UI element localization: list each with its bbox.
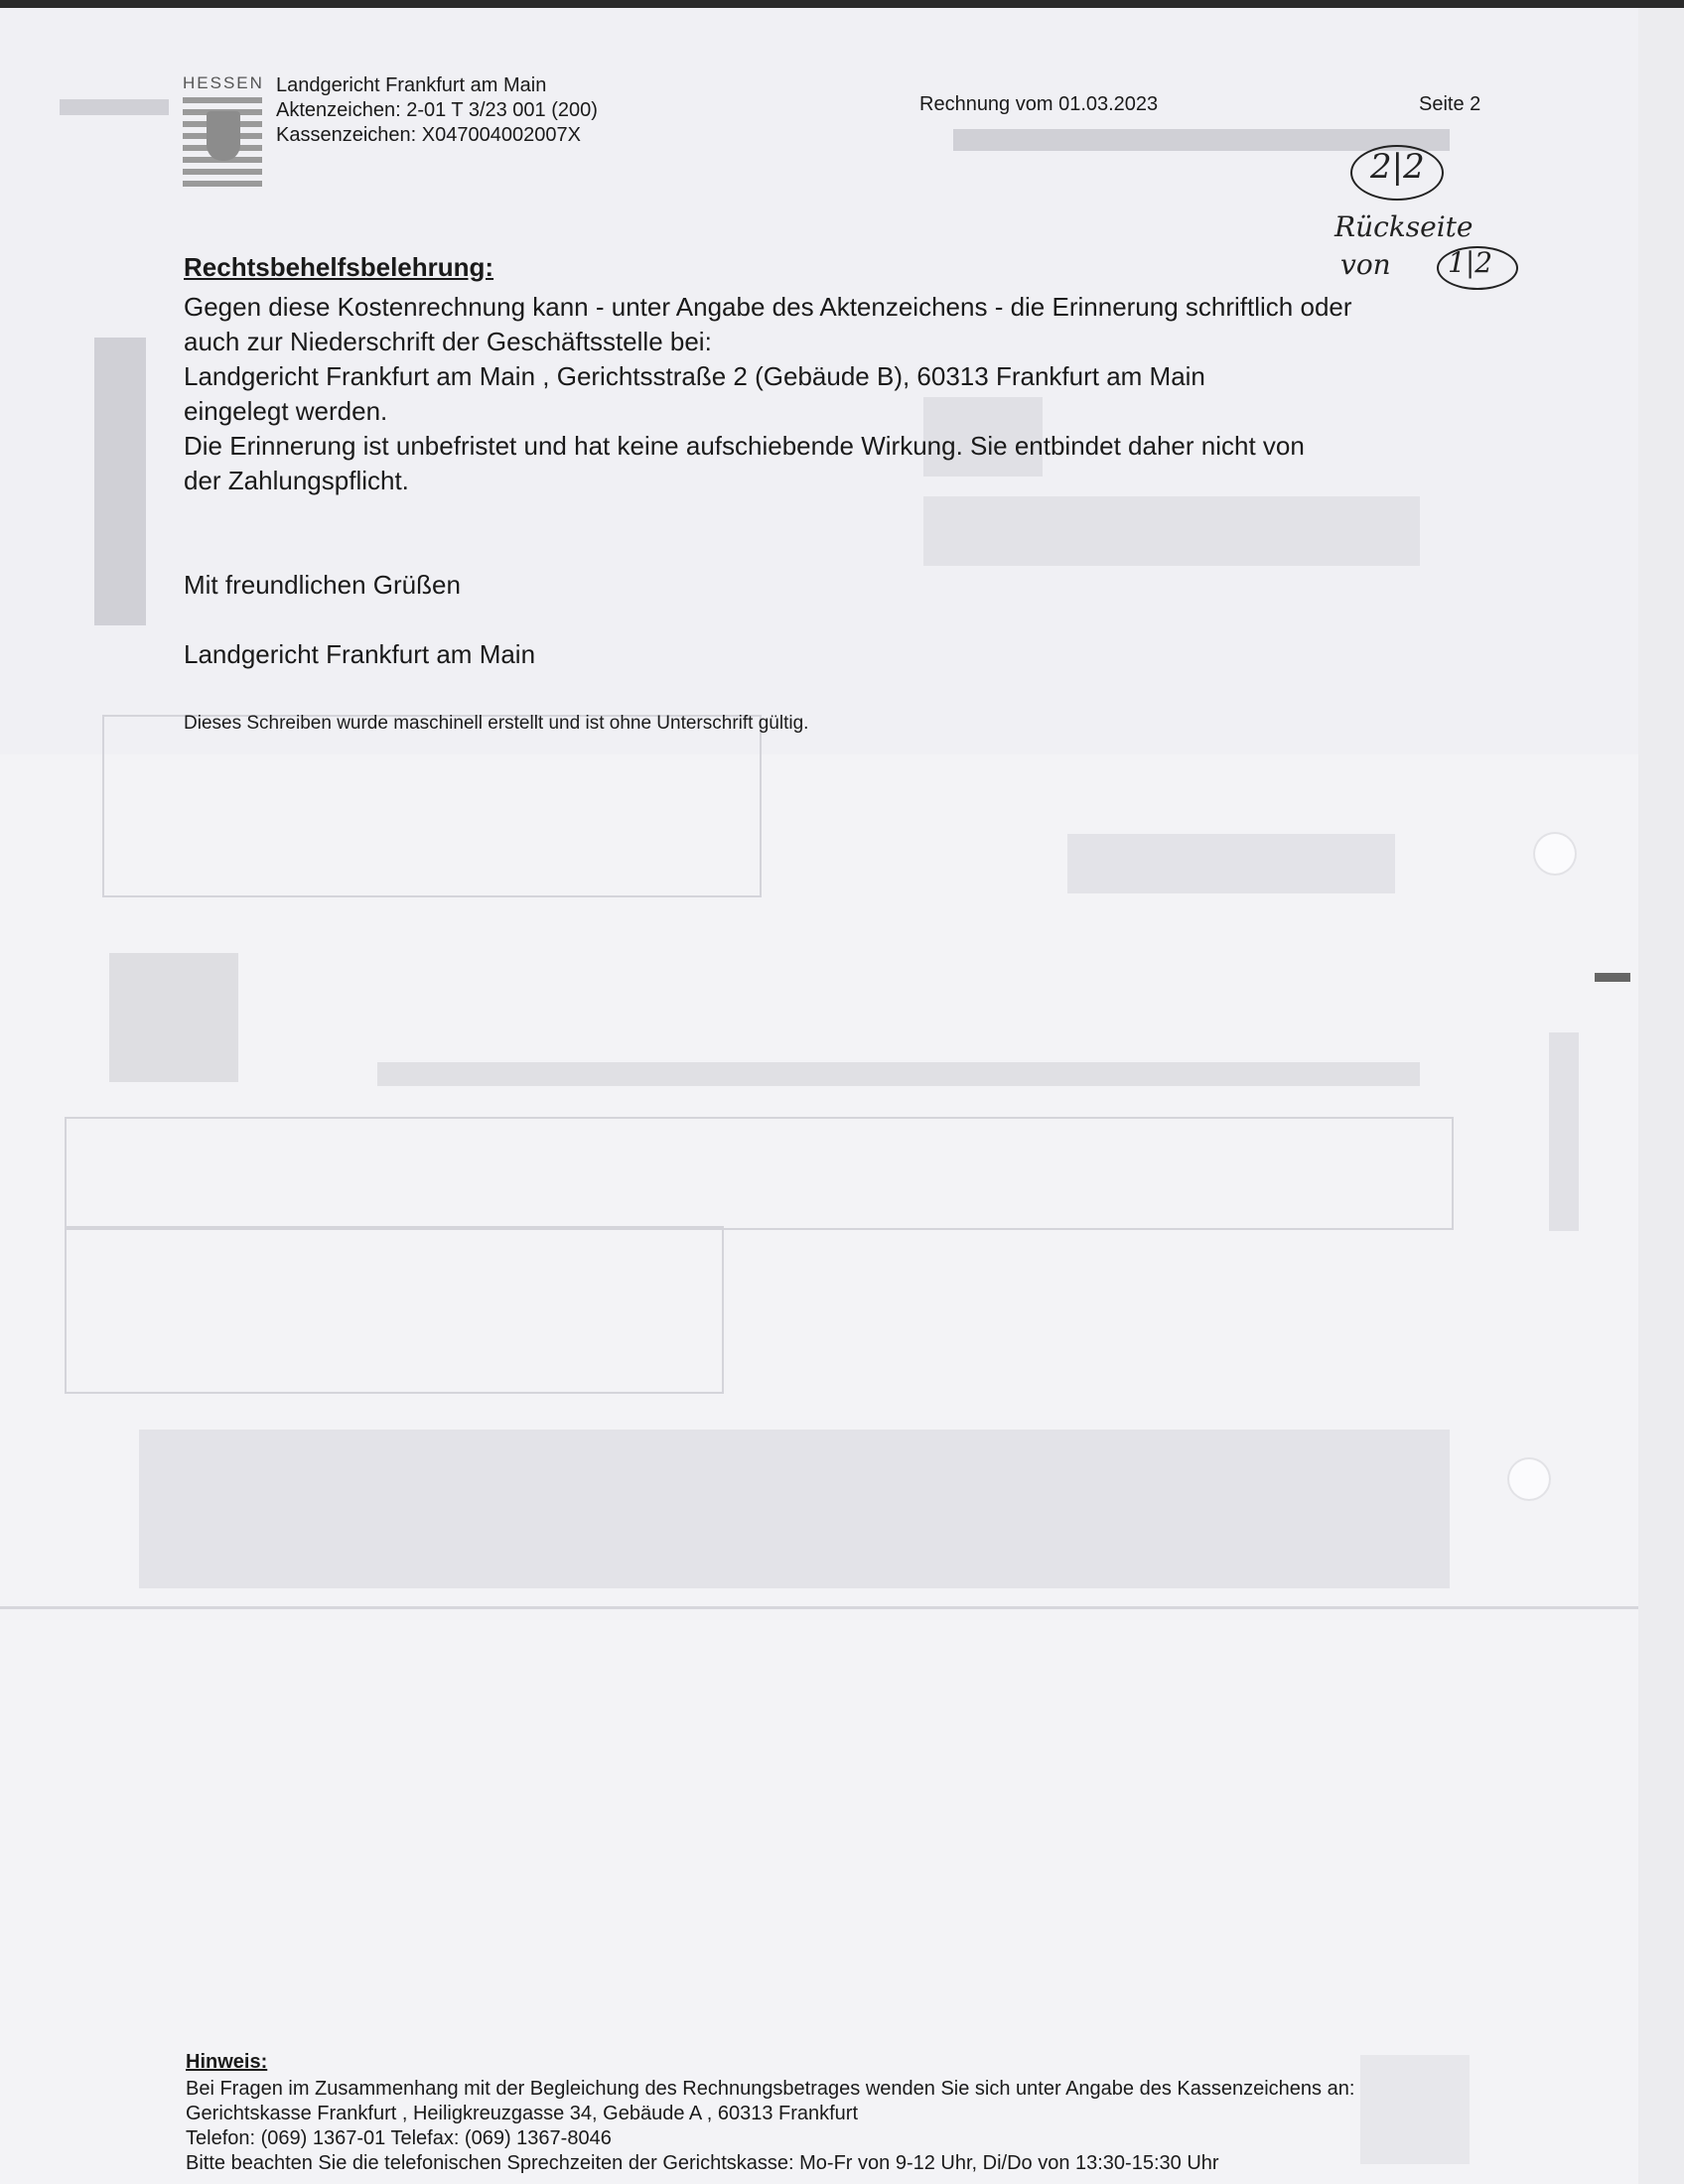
- invoice-date: Rechnung vom 01.03.2023: [919, 93, 1159, 115]
- legal-remedy-line: Gegen diese Kostenrechnung kann - unter Angabe des Aktenzeichens - die Erinnerung schriftlich oder: [184, 292, 1352, 322]
- notice-line: Bei Fragen im Zusammenhang mit der Begleichung des Rechnungsbetrages wenden Sie sich unter Angabe des Kassenzeichens an:: [186, 2078, 1355, 2100]
- logo-stripes: [183, 97, 262, 195]
- hessen-logo: [183, 73, 262, 195]
- legal-remedy-line: der Zahlungspflicht.: [184, 466, 409, 495]
- legal-remedy-heading: Rechtsbehelfsbelehrung:: [184, 252, 494, 282]
- notice-line: Telefon: (069) 1367-01 Telefax: (069) 1367-8046: [186, 2127, 612, 2149]
- notice-line: Bitte beachten Sie die telefonischen Sprechzeiten der Gerichtskasse: Mo-Fr von 9-12 Uhr, Di/Do von 13:30-15:30 Uhr: [186, 2152, 1219, 2174]
- bleed-through-mark: [1360, 2055, 1470, 2164]
- bleed-through-mark: [1067, 834, 1395, 893]
- scan-edge: [1638, 0, 1684, 2184]
- page-number: Seite 2: [1419, 93, 1481, 115]
- signature-court: Landgericht Frankfurt am Main: [184, 639, 536, 669]
- notice-heading: Hinweis:: [186, 2051, 268, 2073]
- scan-top-border: [0, 0, 1684, 8]
- bleed-through-mark: [94, 338, 146, 625]
- punch-hole: [1507, 1457, 1551, 1501]
- machine-generated-note: Dieses Schreiben wurde maschinell erstellt und ist ohne Unterschrift gültig.: [184, 713, 809, 734]
- bleed-through-mark: [139, 1430, 1450, 1588]
- legal-remedy-line: Landgericht Frankfurt am Main , Gerichtsstraße 2 (Gebäude B), 60313 Frankfurt am Main: [184, 361, 1205, 391]
- notice-block: [186, 2077, 1354, 2176]
- letter-header: [276, 73, 598, 148]
- handwritten-note-line1: Rückseite: [1334, 210, 1474, 243]
- lion-crest-icon: [207, 111, 240, 161]
- bleed-through-mark: [60, 99, 169, 115]
- legal-remedy-line: auch zur Niederschrift der Geschäftsstelle bei:: [184, 327, 712, 356]
- bleed-through-box: [102, 715, 762, 897]
- bleed-through-mark: [377, 1062, 1420, 1086]
- handwritten-number: 2|2: [1370, 147, 1425, 187]
- fold-line: [0, 1606, 1638, 1609]
- staple-mark: [1595, 973, 1630, 982]
- file-number: Aktenzeichen: 2-01 T 3/23 001 (200): [276, 99, 598, 121]
- bleed-through-mark: [109, 953, 238, 1082]
- closing-greeting: Mit freundlichen Grüßen: [184, 570, 461, 600]
- cash-number: Kassenzeichen: X047004002007X: [276, 124, 581, 146]
- bleed-through-mark: [923, 496, 1420, 566]
- bleed-through-table: [65, 1226, 724, 1394]
- legal-remedy-line: Die Erinnerung ist unbefristet und hat keine aufschiebende Wirkung. Sie entbindet daher nicht von: [184, 431, 1305, 461]
- legal-remedy-line: eingelegt werden.: [184, 396, 388, 426]
- bleed-through-table: [65, 1117, 1454, 1230]
- handwritten-reference: 1|2: [1448, 246, 1493, 279]
- bleed-through-mark: [1549, 1032, 1579, 1231]
- handwritten-note-line2: von: [1340, 248, 1391, 281]
- notice-line: Gerichtskasse Frankfurt , Heiligkreuzgasse 34, Gebäude A , 60313 Frankfurt: [186, 2103, 859, 2124]
- court-name: Landgericht Frankfurt am Main: [276, 74, 547, 96]
- punch-hole: [1533, 832, 1577, 876]
- logo-word: HESSEN: [183, 73, 264, 92]
